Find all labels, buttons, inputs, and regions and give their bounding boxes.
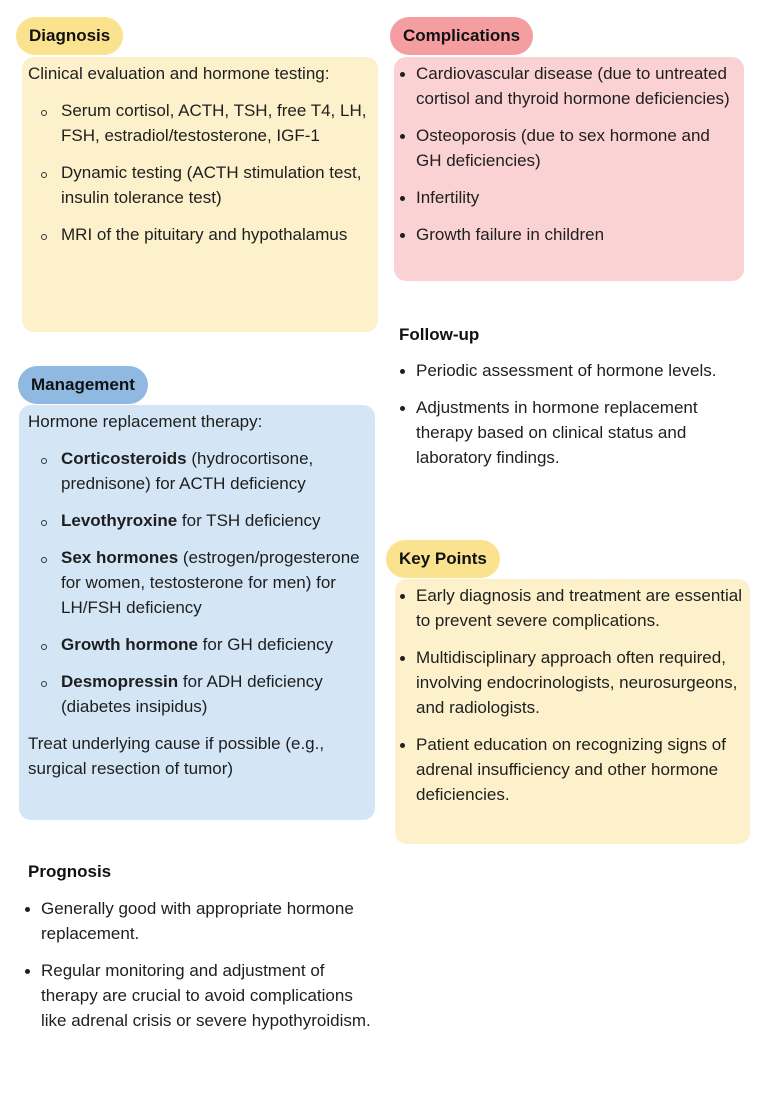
- key-points-item: Multidisciplinary approach often required, involving endocrinologists, neurosurgeons, and radiologists.: [398, 645, 742, 720]
- drug-detail: for ADH deficiency (diabetes insipidus): [61, 672, 323, 716]
- management-item: [28, 446, 367, 496]
- follow-up-item: Periodic assessment of hormone levels.: [398, 358, 748, 383]
- complications-item: Growth failure in children: [398, 222, 736, 247]
- management-list: [28, 446, 367, 719]
- management-item: [28, 508, 367, 533]
- management-title: Management: [18, 366, 148, 404]
- complications-item: Infertility: [398, 185, 736, 210]
- prognosis-list: [23, 896, 373, 1033]
- management-item: [28, 545, 367, 620]
- diagnosis-intro: Clinical evaluation and hormone testing:: [28, 64, 330, 83]
- diagnosis-item: Serum cortisol, ACTH, TSH, free T4, LH, FSH, estradiol/testosterone, IGF-1: [28, 98, 368, 148]
- diagnosis-item: MRI of the pituitary and hypothalamus: [28, 222, 368, 247]
- key-points-panel: [395, 579, 750, 844]
- drug-name: Corticosteroids: [61, 449, 187, 468]
- complications-item: Cardiovascular disease (due to untreated cortisol and thyroid hormone deficiencies): [398, 61, 736, 111]
- drug-detail: (estrogen/progesterone for women, testosterone for men) for LH/FSH deficiency: [61, 548, 360, 617]
- key-points-list: [398, 583, 742, 807]
- management-item: [28, 669, 367, 719]
- diagnosis-title: Diagnosis: [16, 17, 123, 55]
- follow-up-title: Follow-up: [399, 325, 480, 344]
- key-points-item: Patient education on recognizing signs of adrenal insufficiency and other hormone deficiencies.: [398, 732, 742, 807]
- complications-panel: [394, 57, 744, 281]
- prognosis-title: Prognosis: [28, 862, 112, 881]
- management-intro: Hormone replacement therapy:: [28, 412, 263, 431]
- diagnosis-list: [28, 98, 368, 247]
- drug-name: Levothyroxine: [61, 511, 178, 530]
- diagnosis-item: Dynamic testing (ACTH stimulation test, insulin tolerance test): [28, 160, 368, 210]
- management-outro: Treat underlying cause if possible (e.g., surgical resection of tumor): [28, 734, 325, 778]
- prognosis-item: Generally good with appropriate hormone replacement.: [23, 896, 373, 946]
- drug-detail: for TSH deficiency: [177, 511, 321, 530]
- drug-name: Growth hormone: [61, 635, 198, 654]
- drug-detail: (hydrocortisone, prednisone) for ACTH deficiency: [61, 449, 314, 493]
- management-panel: [19, 405, 375, 820]
- follow-up-item: Adjustments in hormone replacement therapy based on clinical status and laboratory findings.: [398, 395, 748, 470]
- key-points-item: Early diagnosis and treatment are essential to prevent severe complications.: [398, 583, 742, 633]
- management-item: [28, 632, 367, 657]
- drug-name: Sex hormones: [61, 548, 179, 567]
- complications-title: Complications: [390, 17, 533, 55]
- drug-detail: for GH deficiency: [197, 635, 334, 654]
- complications-item: Osteoporosis (due to sex hormone and GH deficiencies): [398, 123, 736, 173]
- follow-up-list: [398, 358, 748, 470]
- prognosis-item: Regular monitoring and adjustment of therapy are crucial to avoid complications like adrenal crisis or severe hypothyroidism.: [23, 958, 373, 1033]
- key-points-title: Key Points: [386, 540, 500, 578]
- complications-list: [398, 61, 736, 247]
- diagnosis-panel: [22, 57, 378, 332]
- drug-name: Desmopressin: [61, 672, 179, 691]
